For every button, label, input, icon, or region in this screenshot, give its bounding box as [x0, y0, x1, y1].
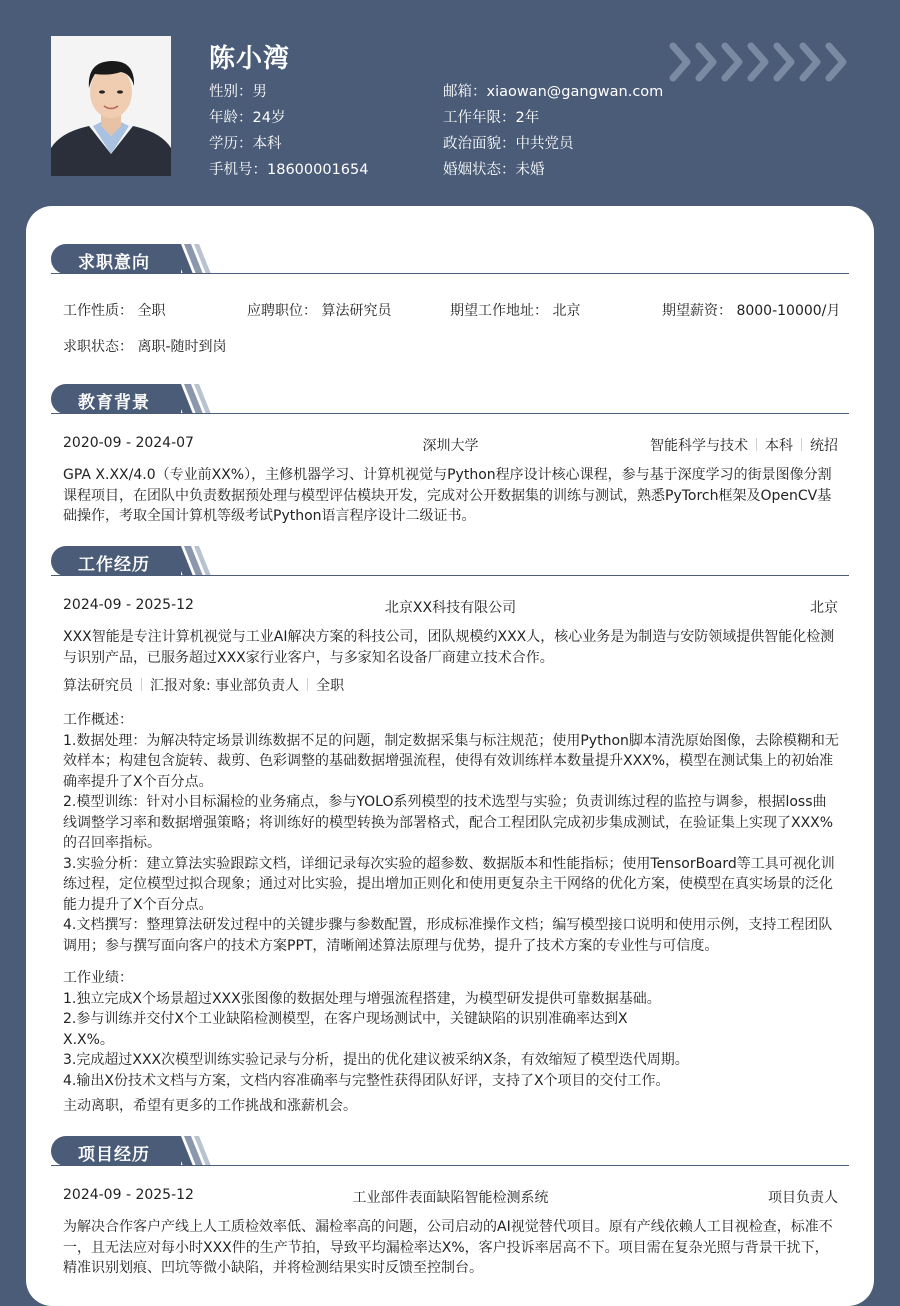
- work-achievement-item: 2.参与训练并交付X个工业缺陷检测模型，在客户现场测试中，关键缺陷的识别准确率达到X: [63, 1011, 628, 1027]
- work-overview-title: 工作概述：: [63, 712, 133, 728]
- section-title-education: 教育背景: [78, 393, 150, 413]
- project-period: 2024-09 - 2025-12: [63, 1187, 194, 1203]
- section-title-intent: 求职意向: [78, 253, 150, 273]
- person-avatar-icon: [51, 36, 171, 176]
- title-stripes-icon: [171, 546, 211, 576]
- work-overview: [63, 710, 839, 956]
- title-stripes-icon: [171, 1136, 211, 1166]
- education-school: 深圳大学: [422, 438, 479, 454]
- work-achievement-item: 1.独立完成X个场景超过XXX张图像的数据处理与增强流程搭建，为模型研发提供可靠数据基础。: [63, 990, 661, 1007]
- basic-info-right: [443, 83, 663, 187]
- resume-header: [0, 0, 900, 210]
- candidate-name: 陈小湾: [209, 44, 291, 74]
- section-title-project: 项目经历: [78, 1145, 150, 1165]
- work-achievement-item: 3.完成超过XXX次模型训练实验记录与分析，提出的优化建议被采纳X条，有效缩短了模型迭代周期。: [63, 1052, 689, 1068]
- work-city: 北京: [810, 600, 838, 616]
- intent-salary: 期望薪资： 8000-10000/月: [662, 303, 841, 319]
- section-header-work: [51, 546, 849, 578]
- info-phone: 手机号：18600001654: [209, 162, 369, 178]
- info-age: 年龄：24岁: [209, 110, 286, 126]
- info-gender: 性别：男: [209, 84, 267, 100]
- education-meta: [650, 435, 838, 455]
- work-role: 算法研究员: [63, 678, 133, 694]
- project-role: 项目负责人: [768, 1190, 838, 1206]
- intent-job-type: 工作性质： 全职: [63, 303, 166, 319]
- intent-location: 期望工作地址： 北京: [450, 303, 581, 319]
- education-major: 智能科学与技术: [650, 438, 748, 454]
- title-stripes-icon: [171, 244, 211, 274]
- work-achievements: [63, 968, 839, 1091]
- work-role-line: [63, 675, 344, 695]
- education-degree: 本科: [765, 438, 793, 454]
- work-report-to: 汇报对象: 事业部负责人: [150, 678, 300, 694]
- work-overview-item: 1.数据处理：为解决特定场景训练数据不足的问题，制定数据采集与标注规范；使用Python脚本清洗原始图像，去除模糊和无效样本；构建包含旋转、裁剪、色彩调整的基础数据增强流程，使得有效训练样本数量提升XXX%，模型在测试集上的初始准确率提升了X个百分点。: [63, 732, 839, 790]
- work-company: 北京XX科技有限公司: [384, 600, 517, 616]
- info-political-status: 政治面貌：中共党员: [443, 136, 574, 152]
- education-description: GPA X.XX/4.0（专业前XX%），主修机器学习、计算机视觉与Python程序设计核心课程，参与基于深度学习的街景图像分割课程项目，在团队中负责数据预处理与模型评估模块开发，完成对公开数据集的训练与测试，熟悉PyTorch框架及OpenCV基础操作，考取全国计算机等级考试Python语言程序设计二级证书。: [63, 467, 832, 524]
- decorative-chevrons-icon: [665, 42, 871, 82]
- work-period: 2024-09 - 2025-12: [63, 597, 194, 613]
- section-header-education: [51, 384, 849, 416]
- project-description: 为解决合作客户产线上人工质检效率低、漏检率高的问题，公司启动的AI视觉替代项目。原有产线依赖人工目视检查，标准不一，且无法应对每小时XXX件的生产节拍，导致平均漏检率达X%，客户投诉率居高不下。项目需在复杂光照与背景干扰下，精准识别划痕、凹坑等微小缺陷，并将检测结果实时反馈至控制台。: [63, 1219, 833, 1276]
- section-header-project: [51, 1136, 849, 1168]
- info-work-years: 工作年限：2年: [443, 110, 540, 126]
- work-achievement-item: X.X%。: [63, 1031, 114, 1048]
- work-company-intro: XXX智能是专注计算机视觉与工业AI解决方案的科技公司，团队规模约XXX人，核心业务是为制造与安防领域提供智能化检测与识别产品，已服务超过XXX家行业客户，与多家知名设备厂商建立技术合作。: [63, 629, 835, 666]
- work-achievement-item: 4.输出X份技术文档与方案，文档内容准确率与完整性获得团队好评，支持了X个项目的交付工作。: [63, 1072, 670, 1089]
- work-overview-item: 3.实验分析：建立算法实验跟踪文档，详细记录每次实验的超参数、数据版本和性能指标；使用TensorBoard等工具可视化训练过程，定位模型过拟合现象；通过对比实验，提出增加正则化和使用更复杂主干网络的优化方案，使模型在真实场景的泛化能力提升了X个百分点。: [63, 855, 835, 913]
- section-title-work: 工作经历: [78, 555, 150, 575]
- intent-status: 求职状态： 离职-随时到岗: [63, 339, 227, 355]
- work-achievements-title: 工作业绩：: [63, 970, 133, 986]
- info-education: 学历：本科: [209, 136, 282, 152]
- info-email: 邮箱：xiaowan@gangwan.com: [443, 84, 664, 100]
- education-type: 统招: [810, 438, 838, 454]
- info-marital-status: 婚姻状态：未婚: [443, 162, 545, 178]
- project-name: 工业部件表面缺陷智能检测系统: [352, 1190, 549, 1206]
- work-overview-item: 2.模型训练：针对小目标漏检的业务痛点，参与YOLO系列模型的技术选型与实验；负责训练过程的监控与调参，根据loss曲线调整学习率和数据增强策略；将训练好的模型转换为部署格式，配合工程团队完成初步集成测试，在验证集上实现了XXX%的召回率指标。: [63, 794, 834, 851]
- work-leave-reason: 主动离职，希望有更多的工作挑战和涨薪机会。: [63, 1098, 357, 1114]
- work-overview-item: 4.文档撰写：整理算法研发过程中的关键步骤与参数配置，形成标准操作文档；编写模型接口说明和使用示例，支持工程团队调用；参与撰写面向客户的技术方案PPT，清晰阐述算法原理与优势，提升了技术方案的专业性与可信度。: [63, 917, 833, 954]
- title-stripes-icon: [171, 384, 211, 414]
- education-period: 2020-09 - 2024-07: [63, 435, 194, 451]
- work-employment: 全职: [316, 678, 345, 694]
- intent-position: 应聘职位： 算法研究员: [247, 303, 392, 319]
- profile-photo: [51, 36, 171, 176]
- section-header-intent: [51, 244, 849, 276]
- basic-info-left: [209, 83, 368, 187]
